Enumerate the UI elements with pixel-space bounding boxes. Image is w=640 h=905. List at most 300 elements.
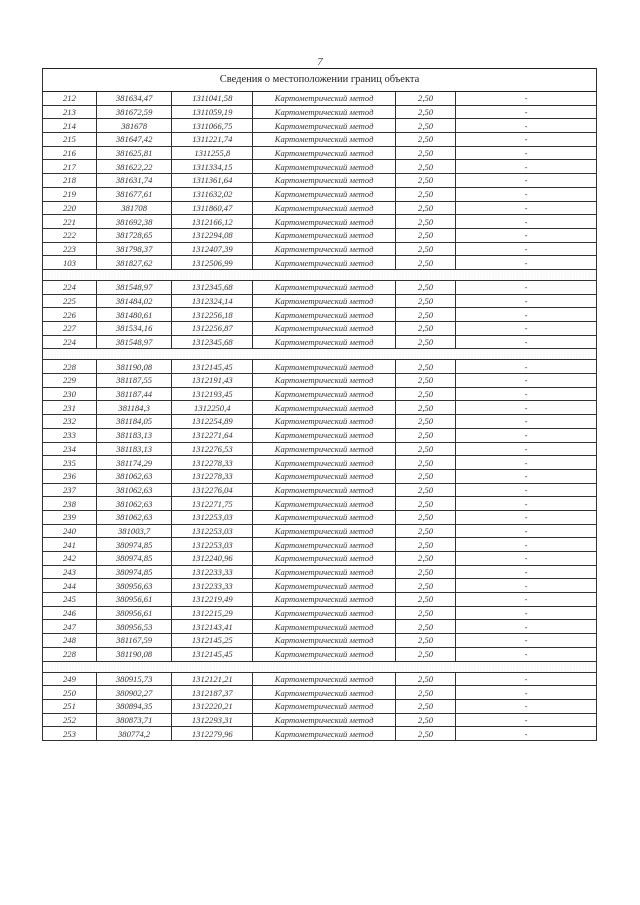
x-coordinate-cell: 380974,85 [96, 538, 172, 552]
x-coordinate-cell: 380956,61 [96, 593, 172, 607]
accuracy-cell: 2,50 [396, 360, 456, 374]
y-coordinate-cell: 1312256,18 [172, 308, 253, 322]
y-coordinate-cell: 1311334,15 [172, 160, 253, 174]
accuracy-cell: 2,50 [396, 510, 456, 524]
x-coordinate-cell: 381003,7 [96, 524, 172, 538]
table-row [43, 294, 597, 308]
method-cell: Картометрический метод [253, 335, 396, 349]
method-cell: Картометрический метод [253, 699, 396, 713]
description-cell: - [456, 308, 597, 322]
y-coordinate-cell: 1311041,58 [172, 92, 253, 106]
method-cell: Картометрический метод [253, 280, 396, 294]
accuracy-cell: 2,50 [396, 713, 456, 727]
point-number-cell: 236 [43, 469, 97, 483]
table-row [43, 415, 597, 429]
y-coordinate-cell: 1312187,37 [172, 686, 253, 700]
table-row [43, 160, 597, 174]
description-cell: - [456, 606, 597, 620]
table-row [43, 483, 597, 497]
point-number-cell: 241 [43, 538, 97, 552]
accuracy-cell: 2,50 [396, 456, 456, 470]
description-cell: - [456, 428, 597, 442]
accuracy-cell: 2,50 [396, 634, 456, 648]
point-number-cell: 218 [43, 174, 97, 188]
x-coordinate-cell: 380902,27 [96, 686, 172, 700]
method-cell: Картометрический метод [253, 606, 396, 620]
point-number-cell: 233 [43, 428, 97, 442]
group-separator [43, 349, 597, 360]
table-row [43, 280, 597, 294]
x-coordinate-cell: 380915,73 [96, 672, 172, 686]
group-separator [43, 661, 597, 672]
method-cell: Картометрический метод [253, 565, 396, 579]
description-cell: - [456, 174, 597, 188]
y-coordinate-cell: 1312407,39 [172, 242, 253, 256]
x-coordinate-cell: 381187,55 [96, 374, 172, 388]
accuracy-cell: 2,50 [396, 524, 456, 538]
y-coordinate-cell: 1312279,96 [172, 727, 253, 741]
y-coordinate-cell: 1312324,14 [172, 294, 253, 308]
x-coordinate-cell: 381678 [96, 119, 172, 133]
accuracy-cell: 2,50 [396, 119, 456, 133]
point-number-cell: 247 [43, 620, 97, 634]
description-cell: - [456, 228, 597, 242]
method-cell: Картометрический метод [253, 387, 396, 401]
y-coordinate-cell: 1312233,33 [172, 579, 253, 593]
method-cell: Картометрический метод [253, 686, 396, 700]
description-cell: - [456, 442, 597, 456]
y-coordinate-cell: 1312256,87 [172, 322, 253, 336]
table-row [43, 442, 597, 456]
table-row [43, 647, 597, 661]
table-row [43, 552, 597, 566]
point-number-cell: 220 [43, 201, 97, 215]
x-coordinate-cell: 381625,81 [96, 146, 172, 160]
point-number-cell: 238 [43, 497, 97, 511]
point-number-cell: 230 [43, 387, 97, 401]
y-coordinate-cell: 1312233,33 [172, 565, 253, 579]
table-row [43, 256, 597, 270]
method-cell: Картометрический метод [253, 727, 396, 741]
description-cell: - [456, 215, 597, 229]
table-row [43, 606, 597, 620]
method-cell: Картометрический метод [253, 524, 396, 538]
accuracy-cell: 2,50 [396, 538, 456, 552]
point-number-cell: 246 [43, 606, 97, 620]
table-row [43, 201, 597, 215]
x-coordinate-cell: 381692,38 [96, 215, 172, 229]
x-coordinate-cell: 381677,61 [96, 187, 172, 201]
x-coordinate-cell: 381062,63 [96, 510, 172, 524]
y-coordinate-cell: 1311860,47 [172, 201, 253, 215]
x-coordinate-cell: 381647,42 [96, 133, 172, 147]
accuracy-cell: 2,50 [396, 579, 456, 593]
table-row [43, 401, 597, 415]
y-coordinate-cell: 1312143,41 [172, 620, 253, 634]
table-row [43, 360, 597, 374]
method-cell: Картометрический метод [253, 483, 396, 497]
table-row [43, 565, 597, 579]
x-coordinate-cell: 381190,08 [96, 360, 172, 374]
method-cell: Картометрический метод [253, 579, 396, 593]
x-coordinate-cell: 380956,61 [96, 606, 172, 620]
method-cell: Картометрический метод [253, 374, 396, 388]
accuracy-cell: 2,50 [396, 672, 456, 686]
table-row [43, 510, 597, 524]
y-coordinate-cell: 1312253,03 [172, 524, 253, 538]
accuracy-cell: 2,50 [396, 187, 456, 201]
point-number-cell: 235 [43, 456, 97, 470]
accuracy-cell: 2,50 [396, 620, 456, 634]
accuracy-cell: 2,50 [396, 442, 456, 456]
point-number-cell: 248 [43, 634, 97, 648]
method-cell: Картометрический метод [253, 201, 396, 215]
x-coordinate-cell: 381827,62 [96, 256, 172, 270]
description-cell: - [456, 672, 597, 686]
description-cell: - [456, 538, 597, 552]
description-cell: - [456, 322, 597, 336]
y-coordinate-cell: 1312278,33 [172, 469, 253, 483]
point-number-cell: 232 [43, 415, 97, 429]
table-row [43, 456, 597, 470]
accuracy-cell: 2,50 [396, 374, 456, 388]
table-row [43, 469, 597, 483]
description-cell: - [456, 294, 597, 308]
method-cell: Картометрический метод [253, 538, 396, 552]
description-cell: - [456, 686, 597, 700]
y-coordinate-cell: 1311059,19 [172, 105, 253, 119]
description-cell: - [456, 146, 597, 160]
method-cell: Картометрический метод [253, 469, 396, 483]
method-cell: Картометрический метод [253, 634, 396, 648]
method-cell: Картометрический метод [253, 92, 396, 106]
x-coordinate-cell: 381167,59 [96, 634, 172, 648]
accuracy-cell: 2,50 [396, 727, 456, 741]
x-coordinate-cell: 381187,44 [96, 387, 172, 401]
table-row [43, 105, 597, 119]
table-row [43, 174, 597, 188]
point-number-cell: 234 [43, 442, 97, 456]
point-number-cell: 213 [43, 105, 97, 119]
method-cell: Картометрический метод [253, 174, 396, 188]
accuracy-cell: 2,50 [396, 647, 456, 661]
accuracy-cell: 2,50 [396, 242, 456, 256]
table-row [43, 524, 597, 538]
table-row [43, 133, 597, 147]
y-coordinate-cell: 1312219,49 [172, 593, 253, 607]
x-coordinate-cell: 381183,13 [96, 428, 172, 442]
page-number: 7 [317, 56, 323, 68]
x-coordinate-cell: 380956,53 [96, 620, 172, 634]
description-cell: - [456, 335, 597, 349]
table-row [43, 228, 597, 242]
y-coordinate-cell: 1311066,75 [172, 119, 253, 133]
table-row [43, 672, 597, 686]
table-row [43, 593, 597, 607]
method-cell: Картометрический метод [253, 105, 396, 119]
description-cell: - [456, 552, 597, 566]
accuracy-cell: 2,50 [396, 256, 456, 270]
table-row [43, 634, 597, 648]
point-number-cell: 231 [43, 401, 97, 415]
method-cell: Картометрический метод [253, 620, 396, 634]
boundary-coordinates-table [42, 68, 597, 741]
description-cell: - [456, 280, 597, 294]
description-cell: - [456, 387, 597, 401]
y-coordinate-cell: 1312193,45 [172, 387, 253, 401]
y-coordinate-cell: 1312166,12 [172, 215, 253, 229]
method-cell: Картометрический метод [253, 552, 396, 566]
description-cell: - [456, 699, 597, 713]
point-number-cell: 224 [43, 280, 97, 294]
description-cell: - [456, 647, 597, 661]
table-row [43, 215, 597, 229]
description-cell: - [456, 634, 597, 648]
x-coordinate-cell: 381622,22 [96, 160, 172, 174]
table-row [43, 335, 597, 349]
description-cell: - [456, 133, 597, 147]
accuracy-cell: 2,50 [396, 92, 456, 106]
point-number-cell: 222 [43, 228, 97, 242]
point-number-cell: 242 [43, 552, 97, 566]
accuracy-cell: 2,50 [396, 294, 456, 308]
x-coordinate-cell: 381183,13 [96, 442, 172, 456]
accuracy-cell: 2,50 [396, 428, 456, 442]
point-number-cell: 237 [43, 483, 97, 497]
point-number-cell: 217 [43, 160, 97, 174]
accuracy-cell: 2,50 [396, 215, 456, 229]
accuracy-cell: 2,50 [396, 401, 456, 415]
method-cell: Картометрический метод [253, 456, 396, 470]
boundary-table-sheet [42, 68, 597, 741]
description-cell: - [456, 401, 597, 415]
point-number-cell: 227 [43, 322, 97, 336]
separator-cell [43, 269, 597, 280]
point-number-cell: 252 [43, 713, 97, 727]
point-number-cell: 228 [43, 647, 97, 661]
accuracy-cell: 2,50 [396, 201, 456, 215]
x-coordinate-cell: 381548,97 [96, 335, 172, 349]
x-coordinate-cell: 381062,63 [96, 483, 172, 497]
description-cell: - [456, 415, 597, 429]
method-cell: Картометрический метод [253, 119, 396, 133]
x-coordinate-cell: 380974,85 [96, 552, 172, 566]
table-row [43, 242, 597, 256]
table-row [43, 308, 597, 322]
y-coordinate-cell: 1312145,45 [172, 647, 253, 661]
point-number-cell: 228 [43, 360, 97, 374]
method-cell: Картометрический метод [253, 360, 396, 374]
accuracy-cell: 2,50 [396, 174, 456, 188]
y-coordinate-cell: 1311255,8 [172, 146, 253, 160]
method-cell: Картометрический метод [253, 215, 396, 229]
point-number-cell: 221 [43, 215, 97, 229]
description-cell: - [456, 510, 597, 524]
description-cell: - [456, 360, 597, 374]
y-coordinate-cell: 1312506,99 [172, 256, 253, 270]
point-number-cell: 251 [43, 699, 97, 713]
accuracy-cell: 2,50 [396, 699, 456, 713]
y-coordinate-cell: 1312191,43 [172, 374, 253, 388]
table-row [43, 187, 597, 201]
x-coordinate-cell: 380956,63 [96, 579, 172, 593]
description-cell: - [456, 187, 597, 201]
point-number-cell: 223 [43, 242, 97, 256]
description-cell: - [456, 160, 597, 174]
method-cell: Картометрический метод [253, 442, 396, 456]
method-cell: Картометрический метод [253, 187, 396, 201]
x-coordinate-cell: 381184,3 [96, 401, 172, 415]
x-coordinate-cell: 381062,63 [96, 469, 172, 483]
point-number-cell: 249 [43, 672, 97, 686]
method-cell: Картометрический метод [253, 146, 396, 160]
description-cell: - [456, 92, 597, 106]
description-cell: - [456, 119, 597, 133]
description-cell: - [456, 727, 597, 741]
description-cell: - [456, 242, 597, 256]
method-cell: Картометрический метод [253, 228, 396, 242]
y-coordinate-cell: 1312345,68 [172, 335, 253, 349]
table-row [43, 713, 597, 727]
method-cell: Картометрический метод [253, 672, 396, 686]
method-cell: Картометрический метод [253, 593, 396, 607]
point-number-cell: 219 [43, 187, 97, 201]
method-cell: Картометрический метод [253, 497, 396, 511]
description-cell: - [456, 105, 597, 119]
point-number-cell: 215 [43, 133, 97, 147]
y-coordinate-cell: 1312220,21 [172, 699, 253, 713]
method-cell: Картометрический метод [253, 242, 396, 256]
x-coordinate-cell: 381798,37 [96, 242, 172, 256]
table-row [43, 146, 597, 160]
accuracy-cell: 2,50 [396, 469, 456, 483]
accuracy-cell: 2,50 [396, 133, 456, 147]
point-number-cell: 214 [43, 119, 97, 133]
accuracy-cell: 2,50 [396, 160, 456, 174]
y-coordinate-cell: 1311632,02 [172, 187, 253, 201]
separator-cell [43, 349, 597, 360]
x-coordinate-cell: 381631,74 [96, 174, 172, 188]
description-cell: - [456, 713, 597, 727]
description-cell: - [456, 456, 597, 470]
method-cell: Картометрический метод [253, 713, 396, 727]
x-coordinate-cell: 380974,85 [96, 565, 172, 579]
method-cell: Картометрический метод [253, 256, 396, 270]
accuracy-cell: 2,50 [396, 322, 456, 336]
accuracy-cell: 2,50 [396, 415, 456, 429]
y-coordinate-cell: 1312253,03 [172, 538, 253, 552]
point-number-cell: 225 [43, 294, 97, 308]
table-row [43, 322, 597, 336]
y-coordinate-cell: 1312271,64 [172, 428, 253, 442]
point-number-cell: 103 [43, 256, 97, 270]
x-coordinate-cell: 381728,65 [96, 228, 172, 242]
x-coordinate-cell: 381062,63 [96, 497, 172, 511]
table-row [43, 387, 597, 401]
table-row [43, 620, 597, 634]
x-coordinate-cell: 380894,35 [96, 699, 172, 713]
point-number-cell: 224 [43, 335, 97, 349]
y-coordinate-cell: 1312250,4 [172, 401, 253, 415]
table-row [43, 727, 597, 741]
method-cell: Картометрический метод [253, 647, 396, 661]
x-coordinate-cell: 381634,47 [96, 92, 172, 106]
y-coordinate-cell: 1312121,21 [172, 672, 253, 686]
point-number-cell: 243 [43, 565, 97, 579]
y-coordinate-cell: 1312276,04 [172, 483, 253, 497]
x-coordinate-cell: 380873,71 [96, 713, 172, 727]
table-row [43, 92, 597, 106]
table-row [43, 686, 597, 700]
table-row [43, 374, 597, 388]
accuracy-cell: 2,50 [396, 280, 456, 294]
accuracy-cell: 2,50 [396, 593, 456, 607]
point-number-cell: 244 [43, 579, 97, 593]
method-cell: Картометрический метод [253, 308, 396, 322]
accuracy-cell: 2,50 [396, 146, 456, 160]
description-cell: - [456, 524, 597, 538]
description-cell: - [456, 201, 597, 215]
y-coordinate-cell: 1312345,68 [172, 280, 253, 294]
x-coordinate-cell: 381174,29 [96, 456, 172, 470]
method-cell: Картометрический метод [253, 294, 396, 308]
table-header: Сведения о местоположении границ объекта [43, 69, 597, 92]
table-row [43, 119, 597, 133]
x-coordinate-cell: 381190,08 [96, 647, 172, 661]
point-number-cell: 226 [43, 308, 97, 322]
description-cell: - [456, 620, 597, 634]
point-number-cell: 239 [43, 510, 97, 524]
accuracy-cell: 2,50 [396, 335, 456, 349]
group-separator [43, 269, 597, 280]
accuracy-cell: 2,50 [396, 565, 456, 579]
y-coordinate-cell: 1311221,74 [172, 133, 253, 147]
y-coordinate-cell: 1311361,64 [172, 174, 253, 188]
method-cell: Картометрический метод [253, 401, 396, 415]
table-row [43, 538, 597, 552]
y-coordinate-cell: 1312276,53 [172, 442, 253, 456]
accuracy-cell: 2,50 [396, 387, 456, 401]
x-coordinate-cell: 381480,61 [96, 308, 172, 322]
description-cell: - [456, 565, 597, 579]
y-coordinate-cell: 1312253,03 [172, 510, 253, 524]
method-cell: Картометрический метод [253, 415, 396, 429]
x-coordinate-cell: 381534,16 [96, 322, 172, 336]
accuracy-cell: 2,50 [396, 483, 456, 497]
accuracy-cell: 2,50 [396, 686, 456, 700]
point-number-cell: 250 [43, 686, 97, 700]
x-coordinate-cell: 381484,02 [96, 294, 172, 308]
method-cell: Картометрический метод [253, 160, 396, 174]
description-cell: - [456, 497, 597, 511]
y-coordinate-cell: 1312145,45 [172, 360, 253, 374]
y-coordinate-cell: 1312145,25 [172, 634, 253, 648]
table-row [43, 699, 597, 713]
accuracy-cell: 2,50 [396, 228, 456, 242]
description-cell: - [456, 593, 597, 607]
description-cell: - [456, 374, 597, 388]
x-coordinate-cell: 381548,97 [96, 280, 172, 294]
point-number-cell: 253 [43, 727, 97, 741]
x-coordinate-cell: 381672,59 [96, 105, 172, 119]
point-number-cell: 245 [43, 593, 97, 607]
method-cell: Картометрический метод [253, 322, 396, 336]
point-number-cell: 216 [43, 146, 97, 160]
x-coordinate-cell: 380774,2 [96, 727, 172, 741]
accuracy-cell: 2,50 [396, 606, 456, 620]
point-number-cell: 212 [43, 92, 97, 106]
method-cell: Картометрический метод [253, 428, 396, 442]
